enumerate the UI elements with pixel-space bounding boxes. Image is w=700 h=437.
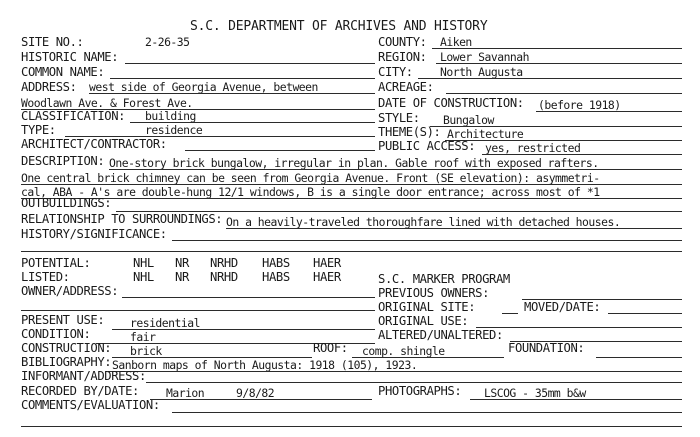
original-use-line [476,327,682,328]
county-label: COUNTY: [378,35,427,49]
classification-value: building [145,109,196,123]
potential-nhl: NHL [133,256,154,270]
present-use-label: PRESENT USE: [21,313,105,327]
condition-label: CONDITION: [21,327,91,341]
site-no-label: SITE NO.: [21,35,84,49]
common-name-line [110,78,375,79]
listed-haer: HAER [313,270,341,284]
history-line [172,240,682,241]
site-no-value: 2-26-35 [145,35,190,49]
classification-label: CLASSIFICATION: [21,109,126,123]
original-use-label: ORIGINAL USE: [378,314,469,328]
recorded-date-value: 9/8/82 [236,386,275,400]
comments-line [172,412,682,413]
listed-label: LISTED: [21,270,70,284]
card-title: S.C. DEPARTMENT OF ARCHIVES AND HISTORY [190,19,488,34]
photographs-label: PHOTOGRAPHS: [378,384,462,398]
architect-line [185,150,375,151]
themes-label: THEME(S): [378,125,441,139]
owner-address-line2 [21,310,375,311]
description-label: DESCRIPTION: [21,154,105,168]
history-label: HISTORY/SIGNIFICANCE: [21,227,167,241]
listed-nrhd: NRHD [210,270,238,284]
marker-program-label: S.C. MARKER PROGRAM [378,272,510,286]
region-line [436,63,682,64]
original-site-label: ORIGINAL SITE: [378,300,476,314]
potential-label: POTENTIAL: [21,256,91,270]
potential-nr: NR [175,256,189,270]
description-line1: One-story brick bungalow, irregular in plan. Gable roof with exposed rafters. [109,156,599,170]
bibliography-value: Sanborn maps of North Augusta: 1918 (105), 1923. [112,358,418,372]
comments-line2 [21,426,682,427]
relationship-label: RELATIONSHIP TO SURROUNDINGS: [21,212,223,226]
historic-name-line [125,63,375,64]
date-of-construction-line [536,111,682,112]
city-label: CITY: [378,65,413,79]
address-value-line1: west side of Georgia Avenue, between [89,80,318,94]
bibliography-line [108,371,682,372]
roof-value: comp. shingle [362,344,445,358]
roof-label: ROOF: [313,341,348,355]
informant-label: INFORMANT/ADDRESS: [21,369,146,383]
county-value: Aiken [440,35,472,49]
address-line1-rule [89,93,375,94]
county-line [432,48,682,49]
date-of-construction-label: DATE OF CONSTRUCTION: [378,96,524,110]
acreage-line [446,93,682,94]
recorded-by-value: Marion [166,386,205,400]
city-value: North Augusta [440,65,523,79]
informant-line [146,382,682,383]
section-divider [21,251,682,252]
description-rule1 [109,169,682,170]
public-access-line [482,154,682,155]
altered-label: ALTERED/UNALTERED: [378,328,503,342]
owner-address-label: OWNER/ADDRESS: [21,284,119,298]
relationship-value: On a heavily-traveled thoroughfare lined with detached houses. [226,215,621,229]
photographs-value: LSCOG - 35mm b&w [484,386,586,400]
potential-haer: HAER [313,256,341,270]
common-name-label: COMMON NAME: [21,65,105,79]
address-label: ADDRESS: [21,80,77,94]
date-of-construction-value: (before 1918) [538,98,621,112]
description-line2: One central brick chimney can be seen from Georgia Avenue. Front (SE elevation): asymmetri- [21,171,600,185]
region-label: REGION: [378,50,427,64]
potential-habs: HABS [262,256,290,270]
photographs-line [470,399,682,400]
style-label: STYLE: [378,111,420,125]
architect-label: ARCHITECT/CONTRACTOR: [21,137,167,151]
listed-nhl: NHL [133,270,154,284]
outbuildings-label: OUTBUILDINGS: [21,196,112,210]
style-value: Bungalow [443,113,494,127]
owner-address-line [122,297,375,298]
bibliography-label: BIBLIOGRAPHY: [21,355,112,369]
public-access-label: PUBLIC ACCESS: [378,139,476,153]
moved-date-label: MOVED/DATE: [524,300,601,314]
historic-name-label: HISTORIC NAME: [21,50,119,64]
foundation-label: FOUNDATION: [508,341,585,355]
moved-date-line [608,313,682,314]
previous-owners-label: PREVIOUS OWNERS: [378,286,489,300]
comments-label: COMMENTS/EVALUATION: [21,398,160,412]
construction-value: brick [130,344,162,358]
listed-nr: NR [175,270,189,284]
type-label: TYPE: [21,123,56,137]
present-use-value: residential [130,316,200,330]
themes-value: Architecture [447,127,524,141]
original-site-line [502,313,518,314]
foundation-line [596,357,682,358]
region-value: Lower Savannah [440,50,530,64]
address-value-line2: Woodlawn Ave. & Forest Ave. [21,96,193,110]
description-line3: cal, ABA - A's are double-hung 12/1 windows, B is a single door entrance; across most of *1 [21,185,600,199]
type-value: residence [145,123,203,137]
public-access-value: yes, restricted [485,141,581,155]
construction-label: CONSTRUCTION: [21,341,112,355]
potential-nrhd: NRHD [210,256,238,270]
recorded-by-line [150,399,372,400]
relationship-line [226,228,682,229]
condition-value: fair [130,330,156,344]
city-line [418,78,682,79]
acreage-label: ACREAGE: [378,80,434,94]
listed-habs: HABS [262,270,290,284]
recorded-by-label: RECORDED BY/DATE: [21,384,139,398]
description-rule3 [21,198,682,199]
